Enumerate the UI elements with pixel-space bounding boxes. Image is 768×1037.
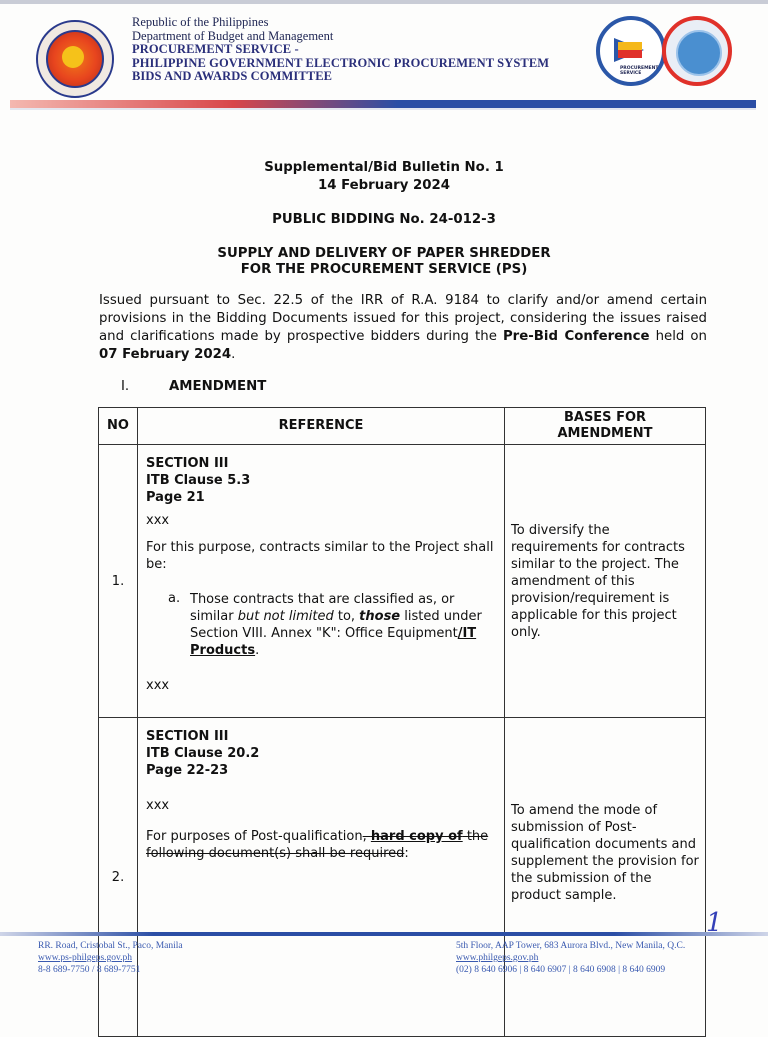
ref-page: Page 22-23 bbox=[146, 763, 229, 778]
ref-body-strike-1: , bbox=[362, 829, 371, 844]
row-reference bbox=[138, 718, 505, 1037]
ref-body bbox=[146, 828, 496, 862]
table-row bbox=[99, 718, 706, 1037]
handwritten-initial: 1 bbox=[706, 908, 723, 938]
sub-item-text-1: Those contracts that are classified as, or similar bbox=[190, 592, 455, 624]
subject-line-2: FOR THE PROCUREMENT SERVICE (PS) bbox=[240, 262, 528, 277]
sub-item-end: . bbox=[255, 643, 260, 658]
top-edge-line bbox=[0, 0, 768, 4]
bulletin-title: Supplemental/Bid Bulletin No. 1 bbox=[264, 160, 504, 175]
row-number: 2. bbox=[99, 718, 138, 1037]
header-reference: REFERENCE bbox=[138, 408, 505, 445]
ps-logo-text: PROCUREMENT SERVICE bbox=[620, 66, 659, 76]
intro-paragraph bbox=[99, 292, 707, 364]
sub-item-text bbox=[190, 591, 496, 659]
ref-clause: ITB Clause 5.3 bbox=[146, 473, 251, 488]
row-bases: To diversify the requirements for contracts similar to the project. The amendment of this provision/requirement is applicable for this project only. bbox=[505, 445, 706, 718]
footer-right bbox=[456, 940, 685, 976]
row-reference bbox=[138, 445, 505, 718]
ref-page: Page 21 bbox=[146, 490, 205, 505]
table-header-row bbox=[99, 408, 706, 445]
intro-date: 07 February 2024 bbox=[99, 347, 232, 362]
letterhead-bac: BIDS AND AWARDS COMMITTEE bbox=[132, 69, 333, 83]
header-logos bbox=[596, 16, 736, 88]
sub-item-italic: but not limited bbox=[237, 609, 334, 624]
section-heading bbox=[121, 379, 267, 394]
footer-left bbox=[38, 940, 183, 976]
letterhead-philgeps: PHILIPPINE GOVERNMENT ELECTRONIC PROCUREMENT SYSTEM bbox=[132, 55, 550, 70]
footer-band bbox=[0, 932, 768, 936]
ref-section: SECTION III bbox=[146, 456, 229, 471]
ref-clause: ITB Clause 20.2 bbox=[146, 746, 260, 761]
row-number: 1. bbox=[99, 445, 138, 718]
letterhead-republic: Republic of the Philippines bbox=[132, 15, 269, 29]
philgeps-logo bbox=[662, 16, 732, 86]
table-row bbox=[99, 445, 706, 718]
ref-ellipsis-end: xxx bbox=[146, 678, 170, 693]
section-title: AMENDMENT bbox=[169, 379, 267, 394]
ref-ellipsis: xxx bbox=[146, 513, 170, 528]
footer-left-address: RR. Road, Cristobal St., Paco, Manila bbox=[38, 941, 183, 951]
section-numeral: I. bbox=[121, 379, 130, 394]
procurement-service-logo bbox=[596, 16, 666, 86]
footer-right-website[interactable]: www.philgeps.gov.ph bbox=[456, 953, 539, 963]
letterhead-department: Department of Budget and Management bbox=[132, 28, 334, 43]
sub-item-it-products: /IT Products bbox=[190, 626, 477, 658]
ref-body-strike-2: the following document(s) shall be required bbox=[146, 829, 489, 861]
seal-inner bbox=[46, 30, 104, 88]
footer-left-website[interactable]: www.ps-philgeps.gov.ph bbox=[38, 953, 133, 963]
letterhead-procurement-service: PROCUREMENT SERVICE - bbox=[132, 42, 299, 56]
footer-left-phone: 8-8 689-7750 / 8 689-7751 bbox=[38, 965, 141, 975]
intro-text: Issued pursuant to Sec. 22.5 of the IRR of R.A. 9184 to clarify and/or amend certain provisions in the Bidding Documents issued for this project, considering the issues raised and clarifications made by prospective bidders during the bbox=[99, 293, 707, 344]
ref-body: For this purpose, contracts similar to the Project shall be: bbox=[146, 540, 494, 572]
intro-period: . bbox=[231, 347, 236, 362]
sub-item-bold-italic: those bbox=[359, 609, 401, 624]
ref-sub-item bbox=[168, 591, 496, 659]
ref-section: SECTION III bbox=[146, 729, 229, 744]
header-band-shadow bbox=[10, 108, 756, 110]
subject-line-1: SUPPLY AND DELIVERY OF PAPER SHREDDER bbox=[217, 246, 551, 261]
ref-body-end: : bbox=[404, 846, 409, 861]
header-color-band bbox=[10, 100, 756, 108]
footer-right-phone: (02) 8 640 6906 | 8 640 6907 | 8 640 6908 | 8 640 6909 bbox=[456, 965, 666, 975]
ref-ellipsis: xxx bbox=[146, 798, 170, 813]
footer-right-address: 5th Floor, AAP Tower, 683 Aurora Blvd., New Manila, Q.C. bbox=[456, 941, 686, 951]
header-bases: BASES FOR AMENDMENT bbox=[505, 408, 706, 445]
intro-held-on: held on bbox=[649, 329, 707, 344]
sub-item-text-3: listed under Section VIII. Annex "K": Office Equipment bbox=[190, 609, 482, 641]
sub-item-marker: a. bbox=[168, 591, 181, 606]
letterhead bbox=[132, 16, 549, 84]
dbm-seal-logo bbox=[36, 20, 114, 98]
row-bases: To amend the mode of submission of Post-qualification documents and supplement the provision for the submission of the product sample. bbox=[505, 718, 706, 1037]
intro-prebid: Pre-Bid Conference bbox=[502, 329, 650, 344]
header-no: NO bbox=[99, 408, 138, 445]
ref-body-hard-copy: hard copy of bbox=[370, 829, 463, 844]
bulletin-date: 14 February 2024 bbox=[317, 178, 451, 193]
bidding-number: PUBLIC BIDDING No. 24-012-3 bbox=[272, 212, 496, 227]
ref-body-start: For purposes of Post-qualification bbox=[146, 829, 363, 844]
sub-item-text-2: to, bbox=[333, 609, 360, 624]
